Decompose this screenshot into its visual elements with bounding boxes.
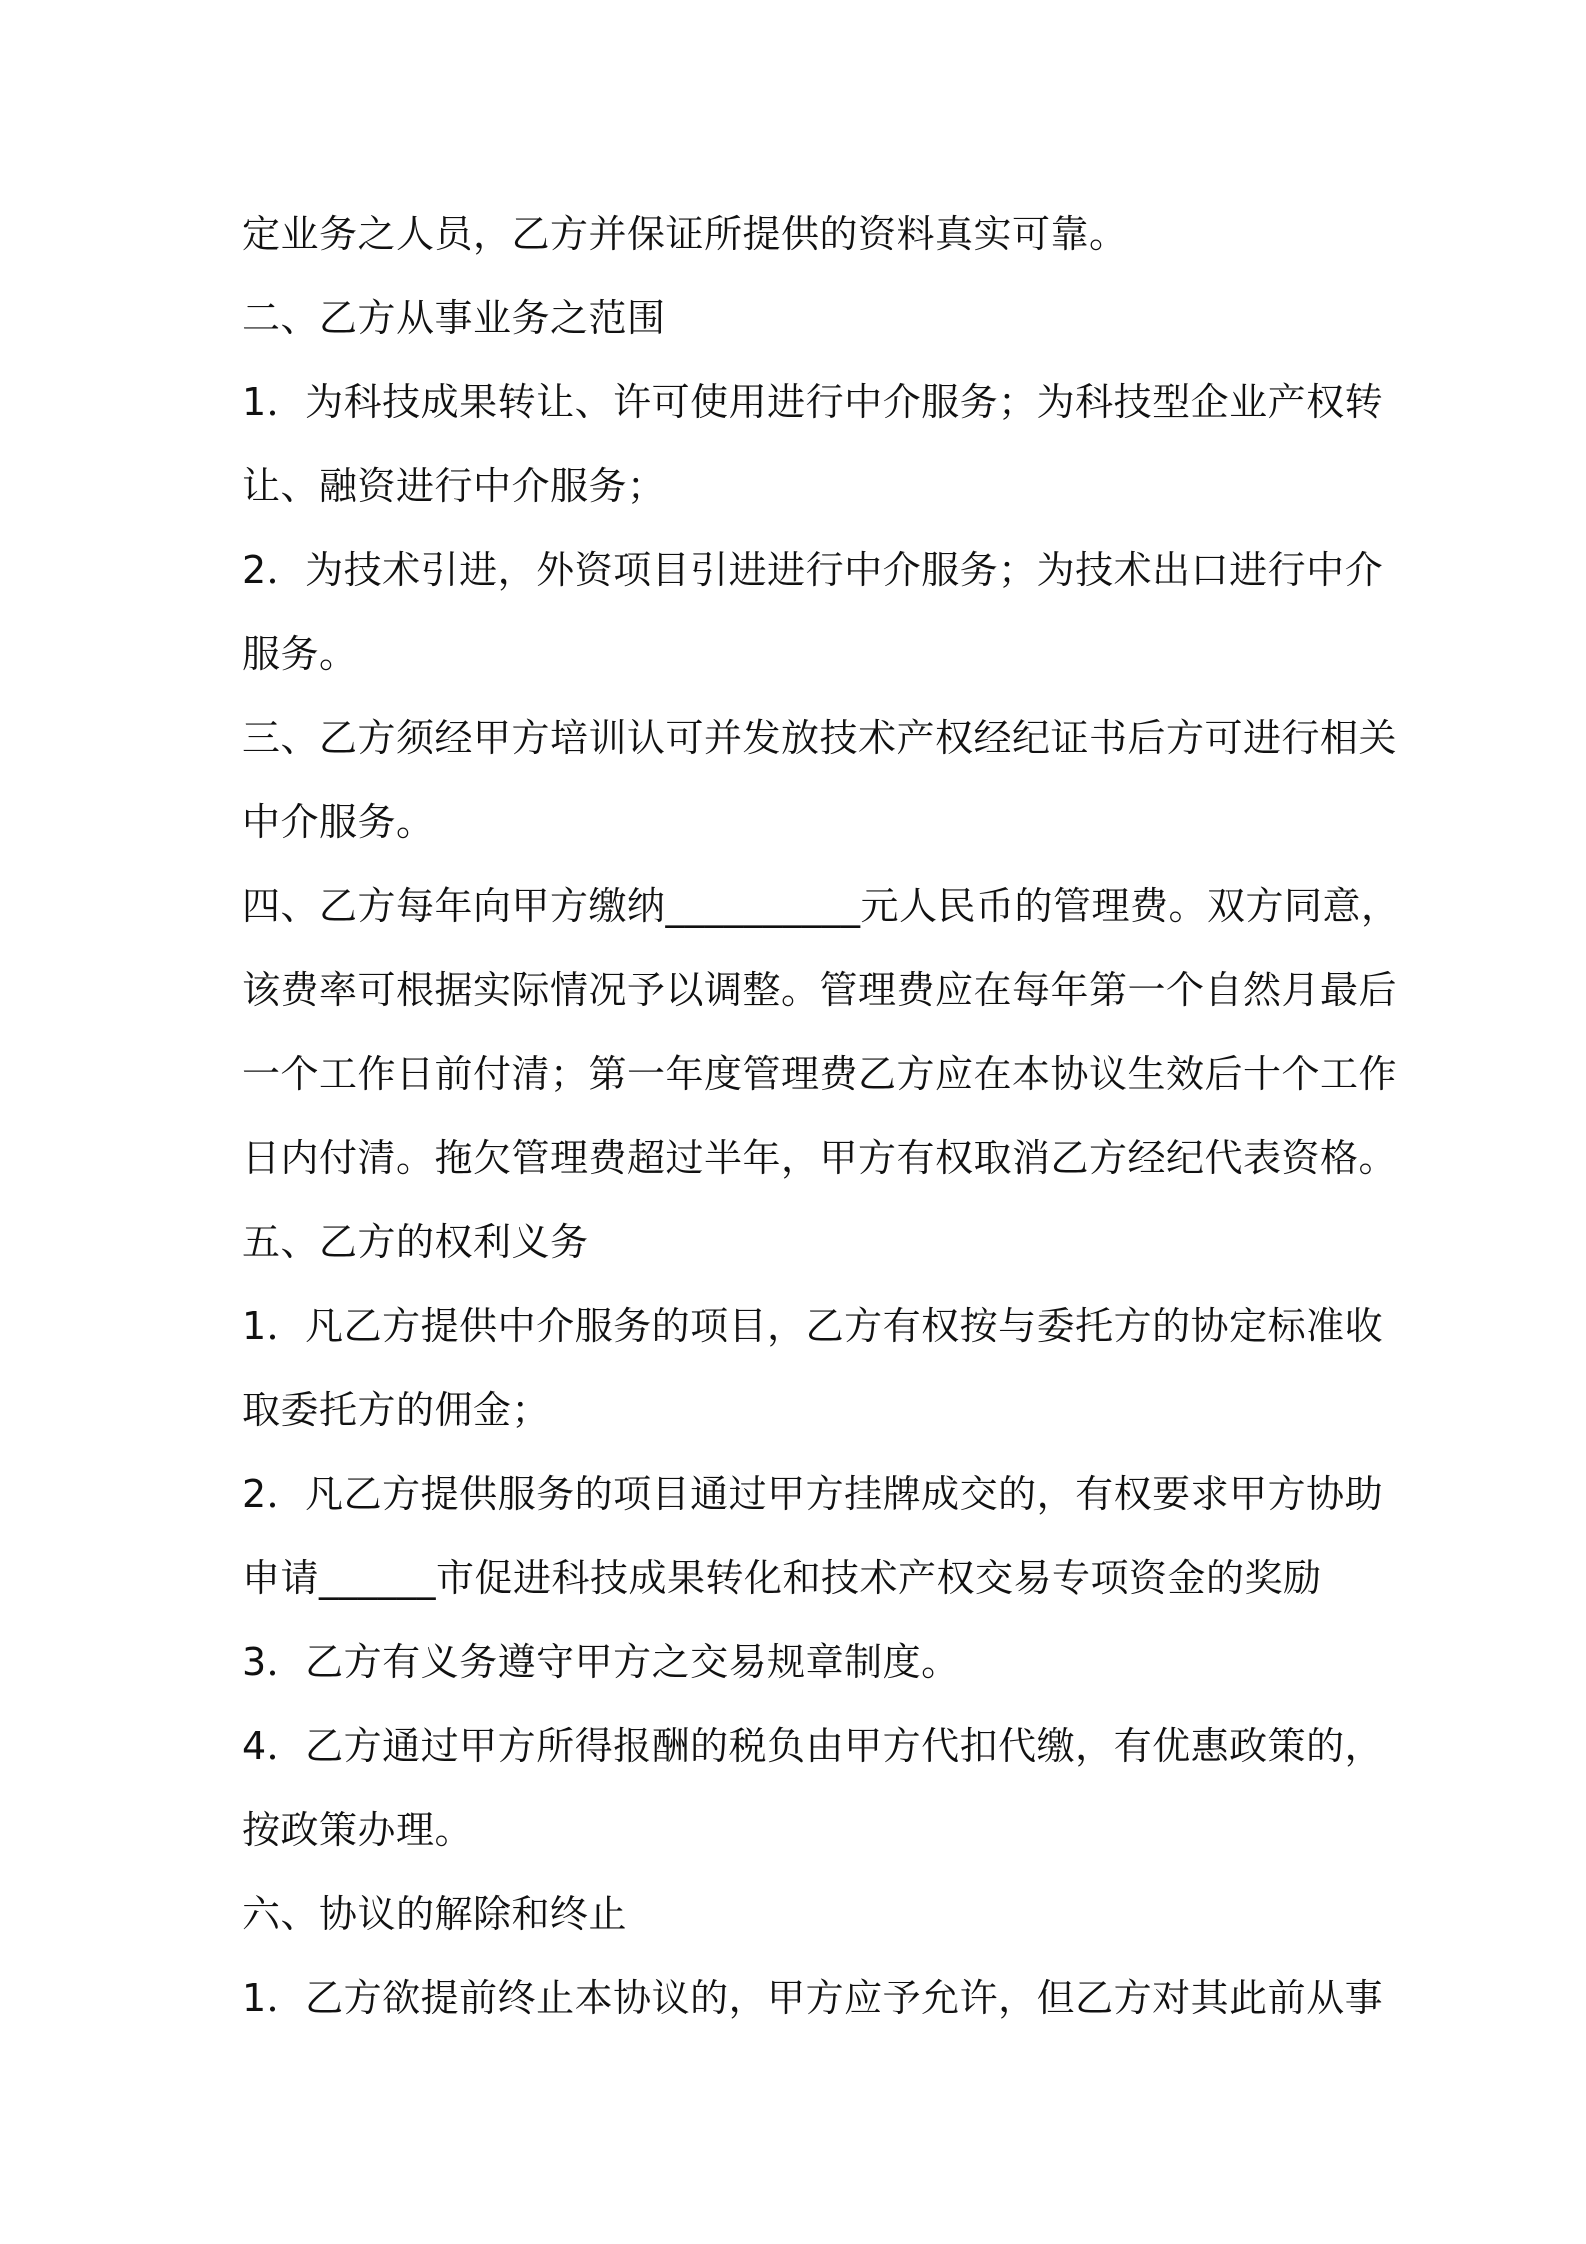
text-line: 1．凡乙方提供中介服务的项目，乙方有权按与委托方的协定标准收: [242, 1304, 1384, 1348]
text-line: 中介服务。: [242, 800, 435, 844]
section-heading: 五、乙方的权利义务: [242, 1220, 589, 1264]
text-line: 定业务之人员，乙方并保证所提供的资料真实可靠。: [242, 212, 1128, 256]
text-line: 4．乙方通过甲方所得报酬的税负由甲方代扣代缴，有优惠政策的，: [242, 1724, 1384, 1768]
text-line: 1．为科技成果转让、许可使用进行中介服务；为科技型企业产权转: [242, 380, 1384, 424]
text-line: 该费率可根据实际情况予以调整。管理费应在每年第一个自然月最后: [242, 968, 1398, 1012]
text-line: 服务。: [242, 632, 358, 676]
text-line: 2．为技术引进，外资项目引进进行中介服务；为技术出口进行中介: [242, 548, 1384, 592]
section-heading: 二、乙方从事业务之范围: [242, 296, 666, 340]
document-body: [242, 192, 1400, 2040]
section-heading: 六、协议的解除和终止: [242, 1892, 628, 1936]
text-line: 3．乙方有义务遵守甲方之交易规章制度。: [242, 1640, 960, 1684]
section-heading: 四、乙方每年向甲方缴纳__________元人民币的管理费。双方同意，: [242, 884, 1400, 928]
text-line: 日内付清。拖欠管理费超过半年，甲方有权取消乙方经纪代表资格。: [242, 1136, 1398, 1180]
section-heading: 三、乙方须经甲方培训认可并发放技术产权经纪证书后方可进行相关: [242, 716, 1398, 760]
text-line: 按政策办理。: [242, 1808, 474, 1852]
text-line: 申请______市促进科技成果转化和技术产权交易专项资金的奖励: [242, 1556, 1322, 1600]
text-line: 2．凡乙方提供服务的项目通过甲方挂牌成交的，有权要求甲方协助: [242, 1472, 1384, 1516]
text-line: 一个工作日前付清；第一年度管理费乙方应在本协议生效后十个工作: [242, 1052, 1398, 1096]
text-line: 1．乙方欲提前终止本协议的，甲方应予允许，但乙方对其此前从事: [242, 1976, 1384, 2020]
text-line: 取委托方的佣金；: [242, 1388, 551, 1432]
text-line: 让、融资进行中介服务；: [242, 464, 666, 508]
